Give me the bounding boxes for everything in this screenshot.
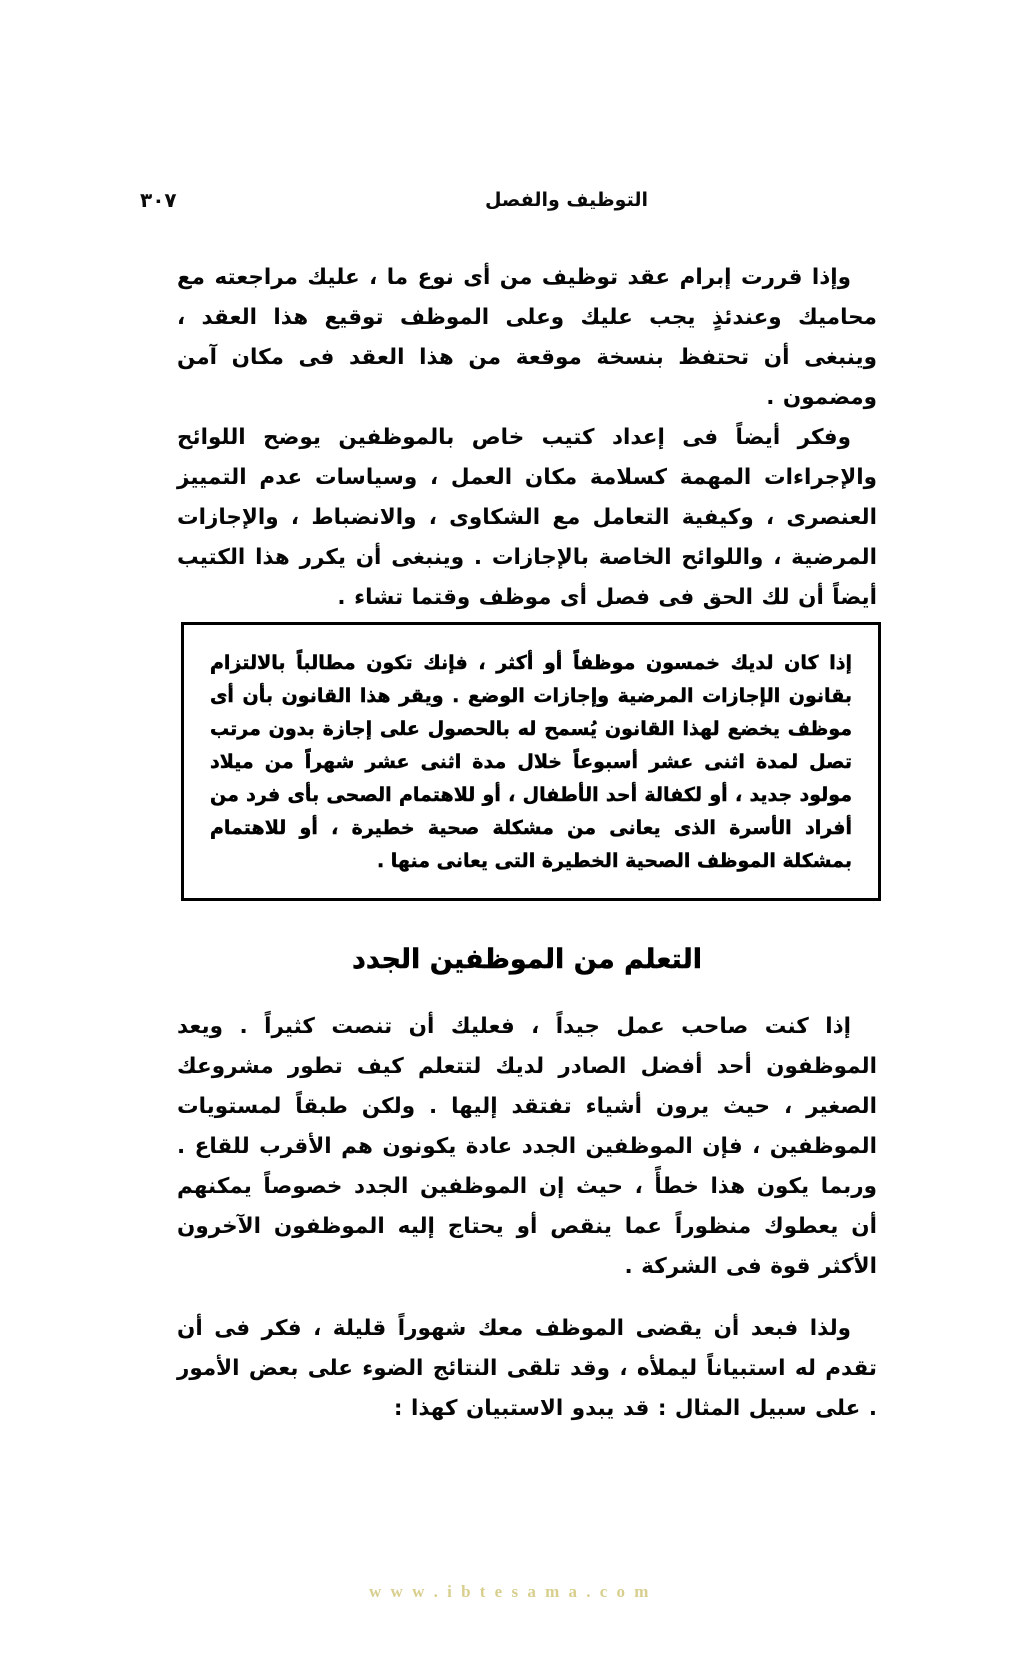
body-text-upper bbox=[177, 258, 877, 618]
paragraph: ولذا فبعد أن يقضى الموظف معك شهوراً قليلة ، فكر فى أن تقدم له استبياناً ليملأه ، وقد تلقى النتائج الضوء على بعض الأمور . على سبيل المثال : قد يبدو الاستبيان كهذا : bbox=[177, 1316, 877, 1421]
callout-box bbox=[181, 622, 881, 901]
paragraph: إذا كنت صاحب عمل جيداً ، فعليك أن تنصت كثيراً . ويعد الموظفون أحد أفضل الصادر لديك لتتعلم كيف تطور مشروعك الصغير ، حيث يرون أشياء تفتقد إليها . ولكن طبقاً لمستويات الموظفين ، فإن الموظفين الجدد عادة يكونون هم الأقرب للقاع . وربما يكون هذا خطأً ، حيث إن الموظفين الجدد خصوصاً يمكنهم أن يعطوك منظوراً عما ينقص أو يحتاج إليه الموظفون الآخرون الأكثر قوة فى الشركة . bbox=[177, 1014, 877, 1279]
running-head-title: التوظيف والفصل bbox=[484, 189, 648, 211]
running-head bbox=[140, 183, 880, 217]
page-number: ٣٠٧ bbox=[140, 188, 177, 212]
paragraph: وفكر أيضاً فى إعداد كتيب خاص بالموظفين يوضح اللوائح والإجراءات المهمة كسلامة مكان العمل ، وسياسات عدم التمييز العنصرى ، وكيفية التعامل مع الشكاوى ، والانضباط ، والإجازات المرضية ، واللوائح الخاصة بالإجازات . وينبغى أن يكرر هذا الكتيب أيضاً أن لك الحق فى فصل أى موظف وقتما تشاء . bbox=[177, 425, 877, 610]
footer-watermark: w w w . i b t e s a m a . c o m bbox=[369, 1582, 651, 1601]
paragraph: وإذا قررت إبرام عقد توظيف من أى نوع ما ، عليك مراجعته مع محاميك وعندئذٍ يجب عليك وعلى الموظف توقيع هذا العقد ، وينبغى أن تحتفظ بنسخة موقعة من هذا العقد فى مكان آمن ومضمون . bbox=[177, 265, 877, 410]
paragraph-spacer bbox=[177, 1287, 877, 1309]
section-heading: التعلم من الموظفين الجدد bbox=[352, 944, 702, 975]
callout-text: إذا كان لديك خمسون موظفاً أو أكثر ، فإنك تكون مطالباً بالالتزام بقانون الإجازات المرضية وإجازات الوضع . ويقر هذا القانون بأن أى موظف يخضع لهذا القانون يُسمح له بالحصول على إجازة بدون مرتب تصل لمدة اثنى عشر أسبوعاً خلال مدة اثنى عشر شهراً من ميلاد مولود جديد ، أو لكفالة أحد الأطفال ، أو للاهتمام الصحى بأى فرد من أفراد الأسرة الذى يعانى من مشكلة صحية خطيرة ، أو للاهتمام بمشكلة الموظف الصحية الخطيرة التى يعانى منها . bbox=[210, 652, 852, 872]
body-text-lower bbox=[177, 1007, 877, 1429]
